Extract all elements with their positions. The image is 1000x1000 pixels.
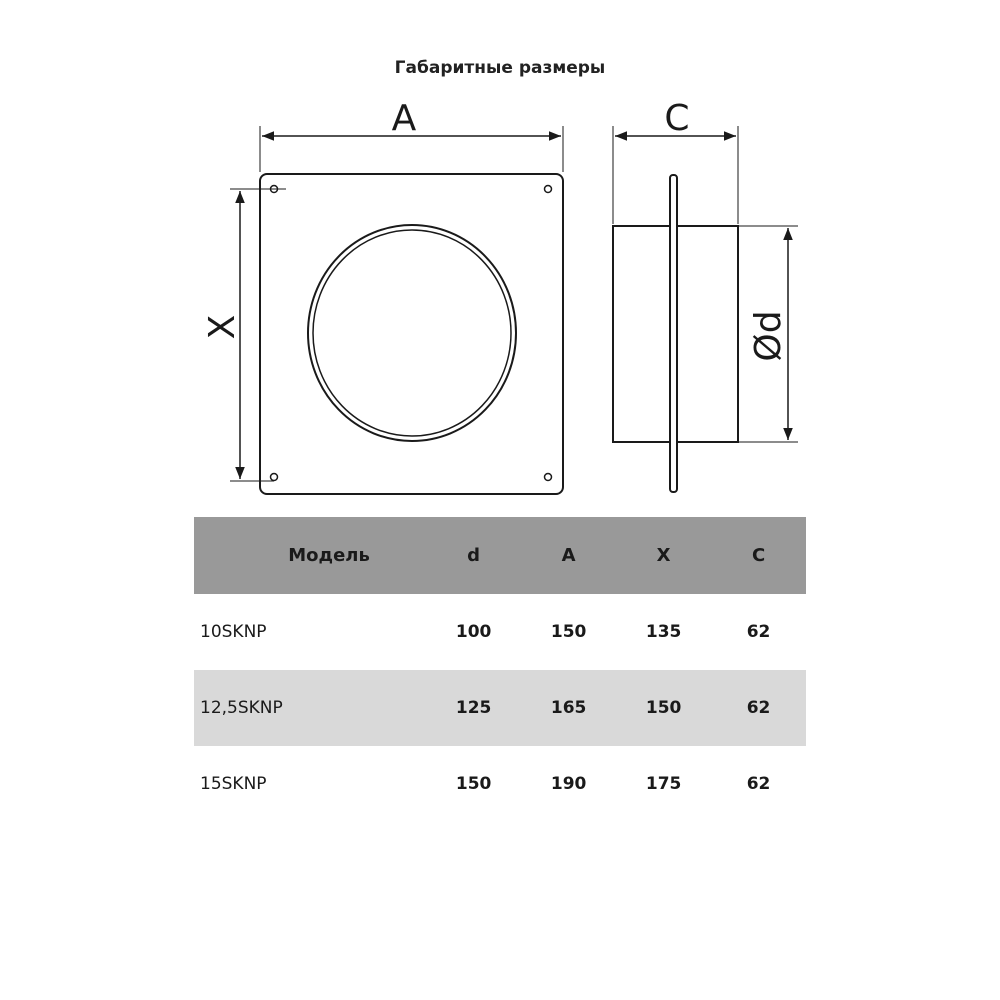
dimension-label-d: Ød (748, 310, 789, 362)
plate-profile (670, 175, 677, 492)
cell-model: 10SKNP (200, 622, 267, 642)
cell-d: 125 (426, 670, 521, 746)
cell-a: 165 (521, 670, 616, 746)
duct-opening-inner (313, 230, 511, 436)
cell-model: 15SKNP (200, 774, 267, 794)
mounting-hole (545, 474, 552, 481)
cell-d: 150 (455, 774, 492, 794)
cell-a: 150 (550, 622, 587, 642)
column-header-d: d (426, 517, 521, 594)
side-view (613, 175, 738, 492)
table-row (194, 594, 806, 670)
dimension-label-a: A (391, 98, 417, 139)
dimension-a (260, 98, 563, 172)
page-title: Габаритные размеры (394, 58, 606, 78)
column-header-a: A (521, 517, 616, 594)
mounting-hole (545, 186, 552, 193)
column-header-c: C (711, 517, 806, 594)
plate-outline (260, 174, 563, 494)
cell-model: 12,5SKNP (194, 670, 426, 746)
cell-c: 62 (711, 670, 806, 746)
cell-x: 135 (645, 622, 682, 642)
dimension-x (202, 189, 286, 481)
dimensions-table (194, 517, 806, 822)
column-header-x: X (616, 517, 711, 594)
table-row (194, 746, 806, 822)
dimension-label-x: X (202, 314, 243, 340)
duct-opening-outer (308, 225, 516, 441)
mounting-hole (271, 474, 278, 481)
table-row (194, 670, 806, 746)
cell-c: 62 (746, 774, 771, 794)
cell-d: 100 (455, 622, 492, 642)
cell-a: 190 (550, 774, 587, 794)
table-header-row (194, 517, 806, 594)
dimension-d (718, 226, 798, 442)
cell-x: 150 (616, 670, 711, 746)
cell-c: 62 (746, 622, 771, 642)
cell-x: 175 (645, 774, 682, 794)
dimension-label-c: C (664, 98, 690, 139)
front-view (260, 174, 563, 494)
column-header-model: Модель (194, 517, 426, 594)
